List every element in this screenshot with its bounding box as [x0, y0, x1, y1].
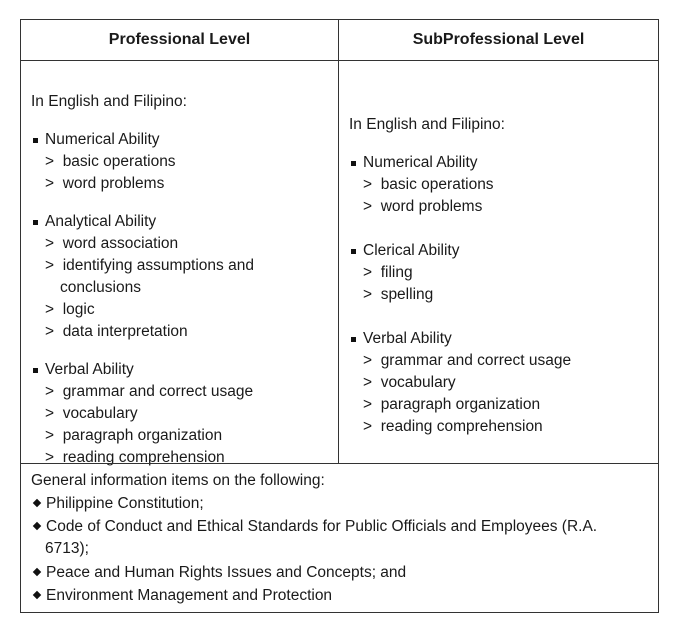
arrow-marker-icon: > — [45, 405, 55, 422]
section-title: Numerical Ability — [363, 154, 478, 171]
arrow-marker-icon: > — [363, 176, 373, 193]
exam-coverage-table — [20, 19, 659, 613]
arrow-marker-icon: > — [45, 175, 55, 192]
section-title: Numerical Ability — [45, 131, 160, 148]
diamond-bullet-icon — [33, 499, 41, 507]
arrow-marker-icon: > — [363, 198, 373, 215]
list-item: > reading comprehension — [363, 418, 543, 435]
arrow-marker-icon: > — [363, 418, 373, 435]
header-professional-label: Professional Level — [108, 31, 251, 48]
list-item: > basic operations — [45, 153, 176, 170]
section-title: Clerical Ability — [363, 242, 460, 259]
list-item: > filing — [363, 264, 413, 281]
square-bullet-icon — [33, 138, 38, 143]
arrow-marker-icon: > — [363, 374, 373, 391]
arrow-marker-icon: > — [363, 396, 373, 413]
list-item: > paragraph organization — [363, 396, 541, 413]
professional-column — [21, 61, 339, 466]
square-bullet-icon — [351, 161, 356, 166]
list-item: Philippine Constitution; — [31, 493, 204, 515]
general-information-row — [21, 463, 658, 612]
subprofessional-intro: In English and Filipino: — [349, 116, 505, 133]
arrow-marker-icon: > — [45, 323, 55, 340]
general-intro: General information items on the following: — [31, 472, 325, 489]
list-item: > grammar and correct usage — [45, 383, 254, 400]
section-title: Analytical Ability — [45, 213, 157, 230]
list-item: > grammar and correct usage — [363, 352, 572, 369]
header-subprofessional-label: SubProfessional Level — [412, 31, 585, 48]
list-item: > reading comprehension — [45, 449, 225, 466]
arrow-marker-icon: > — [45, 427, 55, 444]
arrow-marker-icon: > — [45, 301, 55, 318]
list-item: > logic — [45, 301, 95, 318]
square-bullet-icon — [33, 220, 38, 225]
header-professional — [21, 20, 339, 61]
list-item: Peace and Human Rights Issues and Concepts; and — [31, 562, 406, 584]
square-bullet-icon — [351, 249, 356, 254]
list-item: > word association — [45, 235, 179, 252]
list-item: > spelling — [363, 286, 434, 303]
arrow-marker-icon: > — [363, 264, 373, 281]
arrow-marker-icon: > — [45, 257, 55, 274]
diamond-bullet-icon — [33, 568, 41, 576]
list-item-continuation: 6713); — [45, 540, 89, 557]
diamond-bullet-icon — [33, 522, 41, 530]
square-bullet-icon — [33, 368, 38, 373]
arrow-marker-icon: > — [45, 449, 55, 466]
list-item: > data interpretation — [45, 323, 188, 340]
diamond-bullet-icon — [33, 591, 41, 599]
list-item: > identifying assumptions and — [45, 257, 254, 274]
header-subprofessional — [339, 20, 658, 61]
arrow-marker-icon: > — [45, 153, 55, 170]
arrow-marker-icon: > — [363, 352, 373, 369]
list-item: Environment Management and Protection — [31, 585, 332, 607]
list-item: > vocabulary — [45, 405, 138, 422]
subprofessional-column — [339, 61, 658, 463]
professional-intro: In English and Filipino: — [31, 93, 187, 110]
section-title: Verbal Ability — [45, 361, 134, 378]
list-item: > paragraph organization — [45, 427, 223, 444]
list-item: Code of Conduct and Ethical Standards for Public Officials and Employees (R.A. — [31, 516, 597, 538]
list-item: > word problems — [45, 175, 165, 192]
arrow-marker-icon: > — [45, 383, 55, 400]
square-bullet-icon — [351, 337, 356, 342]
list-item-continuation: conclusions — [60, 279, 141, 296]
list-item: > basic operations — [363, 176, 494, 193]
arrow-marker-icon: > — [363, 286, 373, 303]
section-title: Verbal Ability — [363, 330, 452, 347]
list-item: > vocabulary — [363, 374, 456, 391]
arrow-marker-icon: > — [45, 235, 55, 252]
list-item: > word problems — [363, 198, 483, 215]
